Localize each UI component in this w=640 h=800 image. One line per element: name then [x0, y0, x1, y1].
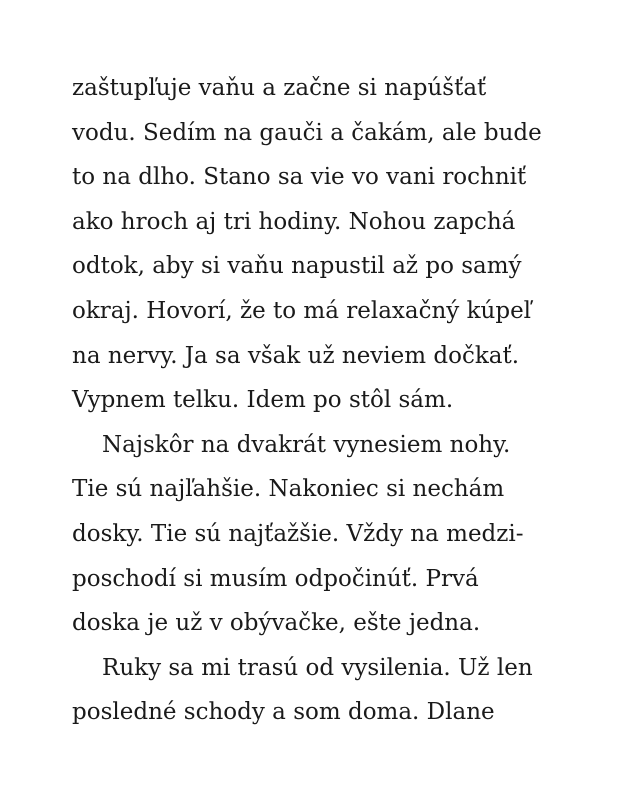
- text-line: dosky. Tie sú najťažšie. Vždy na medzi-: [72, 520, 524, 547]
- text-line: Tie sú najľahšie. Nakoniec si nechám: [72, 476, 505, 503]
- body-text: [72, 66, 592, 735]
- text-line: okraj. Hovorí, že to má relaxačný kúpeľ: [72, 297, 532, 324]
- text-line: posledné schody a som doma. Dlane: [72, 699, 495, 726]
- text-line: doska je už v obývačke, ešte jedna.: [72, 610, 481, 637]
- text-line: na nervy. Ja sa však už neviem dočkať.: [72, 342, 520, 369]
- text-line: zaštupľuje vaňu a začne si napúšťať: [72, 75, 487, 101]
- text-line: vodu. Sedím na gauči a čakám, ale bude: [72, 119, 542, 146]
- text-line: ako hroch aj tri hodiny. Nohou zapchá: [72, 208, 516, 235]
- text-line: to na dlho. Stano sa vie vo vani rochniť: [72, 164, 527, 191]
- text-line: odtok, aby si vaňu napustil až po samý: [72, 253, 522, 280]
- text-line: Vypnem telku. Idem po stôl sám.: [72, 387, 454, 414]
- text-line: Najskôr na dvakrát vynesiem nohy.: [102, 431, 511, 458]
- text-line: Ruky sa mi trasú od vysilenia. Už len: [102, 654, 533, 681]
- text-line: poschodí si musím odpočinúť. Prvá: [72, 565, 479, 592]
